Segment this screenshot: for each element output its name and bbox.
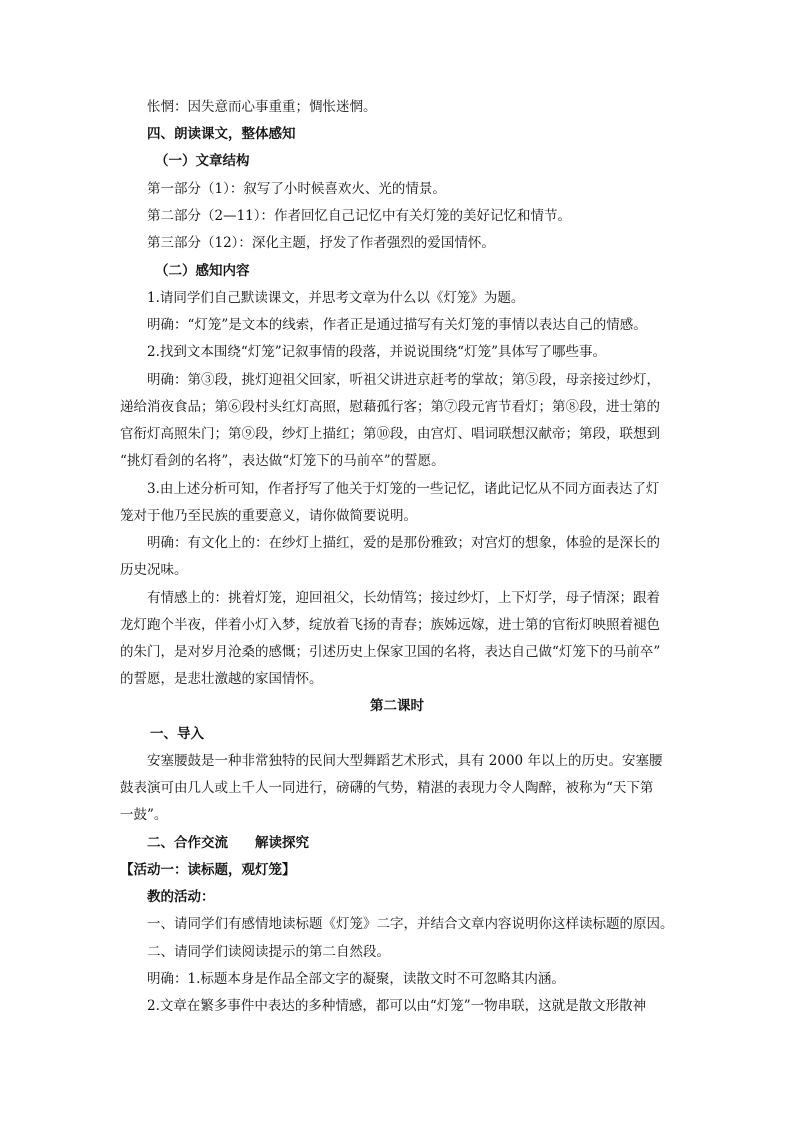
section-heading: 一、导入 [150,726,204,742]
paragraph-line: 的誓愿，是悲壮激越的家国情怀。 [120,671,323,687]
question-line: 3.由上述分析可知，作者抒写了他关于灯笼的一些记忆，诸此记忆从不同方面表达了灯 [147,481,660,497]
paragraph-line: 一鼓”。 [120,807,168,823]
paragraph-line: 第一部分（1）：叙写了小时候喜欢火、光的情景。 [147,181,446,197]
subsection-heading: （一）文章结构 [155,153,250,169]
lesson-title: 第二课时 [370,698,424,714]
question-line: 笼对于他乃至民族的重要意义，请你做简要说明。 [120,508,417,524]
paragraph-line: 安塞腰鼓是一种非常独特的民间大型舞蹈艺术形式，具有 2000 年以上的历史。安塞腰 [147,753,663,769]
question-line: 1.请同学们自己默读课文，并思考文章为什么以《灯笼》为题。 [147,290,525,306]
paragraph-line: 龙灯跑个半夜，伴着小灯入梦，绽放着飞扬的青春；族姊远嫁，进士第的官衔灯映照着褪色 [120,617,660,633]
section-heading: 四、朗读课文，整体感知 [147,126,296,142]
activity-heading: 【活动一：读标题，观灯笼】 [120,862,296,878]
paragraph-line: 第二部分（2—11）：作者回忆自己记忆中有关灯笼的美好记忆和情节。 [147,208,572,224]
question-line: 2.找到文本围绕“灯笼”记叙事情的段落，并说说围绕“灯笼”具体写了哪些事。 [147,344,606,360]
answer-line: “挑灯看剑的名将”，表达做“灯笼下的马前卒”的誓愿。 [120,453,445,469]
paragraph-line: 二、请同学们读阅读提示的第二自然段。 [147,944,390,960]
answer-line: 明确：1.标题本身是作品全部文字的凝聚，读散文时不可忽略其内涵。 [147,971,565,987]
paragraph-line: 一、请同学们有感情地读标题《灯笼》二字，并结合文章内容说明你这样读标题的原因。 [147,916,674,932]
paragraph-line: 有情感上的：挑着灯笼，迎回祖父，长幼情笃；接过纱灯，上下灯学，母子情深；跟着 [147,590,660,606]
answer-line: 明确：“灯笼”是文本的线索，作者正是通过描写有关灯笼的事情以表达自己的情感。 [147,317,647,333]
answer-line: 官衔灯高照朱门；第⑨段，纱灯上描红；第⑩段，由宫灯、唱词联想汉献帝；第段，联想到 [120,426,660,442]
answer-line: 明确：第③段，挑灯迎祖父回家，听祖父讲进京赶考的掌故；第⑤段，母亲接过纱灯， [147,372,660,388]
answer-line: 历史况味。 [120,562,188,578]
answer-line: 明确：有文化上的：在纱灯上描红，爱的是那份雅致；对宫灯的想象，体验的是深长的 [147,535,660,551]
section-heading: 二、合作交流 解读探究 [147,835,309,851]
answer-line: 2.文章在繁多事件中表达的多种情感，都可以由“灯笼”一物串联，这就是散文形散神 [147,998,647,1014]
subsection-heading: （二）感知内容 [155,263,250,279]
definition-line: 怅惘：因失意而心事重重；惆怅迷惘。 [147,99,377,115]
paragraph-line: 第三部分（12）：深化主题，抒发了作者强烈的爱国情怀。 [147,235,495,251]
answer-line: 递给消夜食品；第⑥段村头红灯高照，慰藉孤行客；第⑦段元宵节看灯；第⑧段，进士第的 [120,399,660,415]
paragraph-line: 的朱门，是对岁月沧桑的感慨；引述历史上保家卫国的名将，表达自己做“灯笼下的马前卒” [120,644,661,660]
activity-subheading: 教的活动： [147,889,215,905]
paragraph-line: 鼓表演可由几人或上千人一同进行，磅礴的气势，精湛的表现力令人陶醉，被称为“天下第 [120,780,654,796]
